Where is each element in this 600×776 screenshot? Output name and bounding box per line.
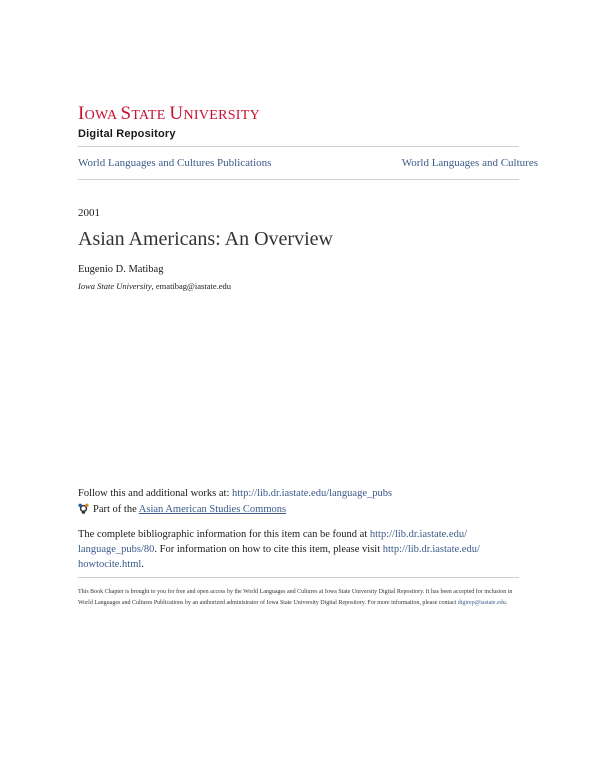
contact-email-link[interactable]: digirep@iastate.edu: [457, 600, 506, 606]
affiliation-name: Iowa State University: [78, 281, 152, 291]
author-affiliation: Iowa State University, ematibag@iastate.edu: [78, 281, 231, 291]
nav-divider: [78, 179, 519, 180]
citation-paragraph: The complete bibliographic information for this item can be found at http://lib.dr.iastate.edu/ language_pubs/80. For information on how to cite this item, please visit http://lib.dr.iastate.edu/ howtocite.html.: [78, 529, 480, 570]
author-name: Eugenio D. Matibag: [78, 264, 164, 275]
part-of-line: Part of the Asian American Studies Commons: [78, 502, 528, 517]
bottom-divider: [78, 577, 519, 578]
item-title: Asian Americans: An Overview: [78, 228, 333, 250]
howtocite-link[interactable]: http://lib.dr.iastate.edu/ howtocite.html: [78, 544, 480, 570]
follow-line: Follow this and additional works at: http://lib.dr.iastate.edu/language_pubs: [78, 488, 393, 499]
publication-year: 2001: [78, 207, 100, 219]
commons-link[interactable]: Asian American Studies Commons: [138, 504, 287, 515]
university-name: IOWA STATE UNIVERSITY: [78, 103, 261, 124]
item-url-link[interactable]: http://lib.dr.iastate.edu/ language_pubs/80: [78, 529, 467, 555]
university-logo: [78, 104, 260, 140]
top-divider: [78, 146, 519, 147]
author-email: ematibag@iastate.edu: [155, 281, 231, 291]
collection-link[interactable]: World Languages and Cultures Publications: [78, 157, 272, 169]
access-notice: This Book Chapter is brought to you for free and open access by the World Languages and Cultures at Iowa State University Digital Repository. It has been accepted for inclusion in World Languages and Cultures Publications by an authorized administrator of Iowa State University Digital Repository. For more information, please contact digirep@iastate.edu.: [78, 589, 513, 606]
repository-name: Digital Repository: [78, 128, 176, 140]
commons-network-icon: [78, 503, 89, 514]
department-link[interactable]: World Languages and Cultures: [401, 157, 538, 169]
collection-url-link[interactable]: http://lib.dr.iastate.edu/language_pubs: [232, 488, 393, 499]
